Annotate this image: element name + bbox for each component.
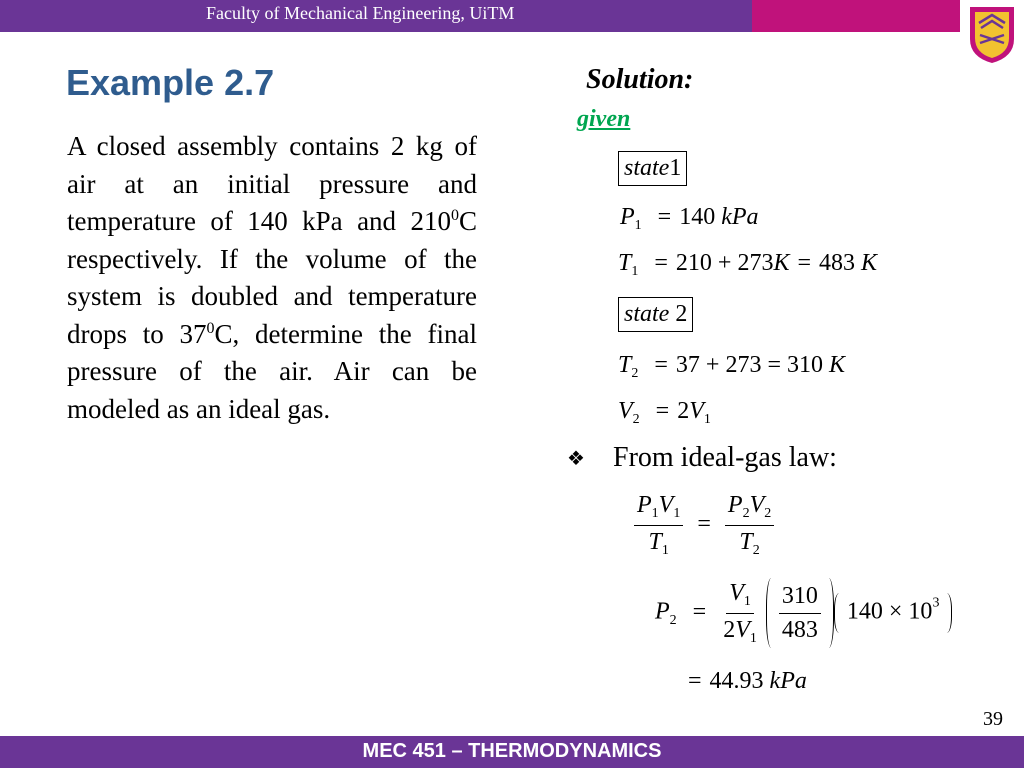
fraction-state1 [634, 492, 683, 559]
unit: kPa [769, 668, 807, 694]
coefficient: 2 [723, 616, 736, 643]
left-paren [766, 578, 779, 648]
diamond-bullet-icon: ❖ [567, 448, 585, 470]
unit: K [773, 250, 790, 276]
numerator: 310 [779, 583, 821, 614]
operator: = [688, 668, 702, 694]
subscript: 1 [749, 630, 757, 646]
var: P [655, 598, 670, 625]
equation-ideal-gas-ratio [634, 492, 774, 559]
problem-statement [67, 128, 477, 428]
right-paren [939, 593, 952, 633]
superscript: 3 [932, 595, 940, 611]
equation-v2 [618, 398, 719, 428]
subscript: 2 [631, 366, 639, 381]
subscript: 1 [634, 218, 642, 233]
operator: = [655, 398, 670, 424]
state2-box [618, 297, 693, 332]
fraction-state2 [725, 492, 774, 559]
left-paren [834, 593, 847, 633]
equation-t1 [618, 250, 877, 280]
state-number: 2 [675, 301, 688, 327]
fraction-volume-ratio [720, 580, 760, 647]
unit: K [861, 250, 878, 276]
given-label: given [577, 106, 631, 132]
subscript: 1 [743, 593, 751, 609]
superscript: 0 [206, 319, 215, 337]
equation-result [688, 668, 807, 695]
var: P [620, 204, 635, 230]
equation-p2 [655, 578, 952, 648]
var: V [658, 492, 674, 518]
faculty-name: Faculty of Mechanical Engineering, UiTM [206, 3, 515, 23]
solution-label: Solution: [586, 64, 694, 95]
operator: = [797, 250, 812, 276]
slide-title: Example 2.7 [66, 62, 275, 103]
state1-box [618, 151, 687, 186]
state-word: state [624, 301, 670, 327]
var: T [739, 529, 753, 555]
var: T [648, 529, 662, 555]
unit: K [828, 352, 845, 378]
equation-p1 [620, 204, 759, 234]
coefficient: 2 [677, 398, 690, 424]
operator: = [692, 598, 707, 625]
header-bar [0, 0, 752, 32]
operator: = [654, 250, 668, 276]
pressure-factor: 140 × 10 [846, 598, 933, 625]
problem-text-2: C respectively. If the volume of the system is doubled and temperature drops to 37 [67, 206, 477, 349]
var: T [618, 352, 632, 378]
var: V [749, 492, 765, 518]
result-value: 44.93 [709, 668, 764, 694]
var: P [637, 492, 652, 518]
subscript: 1 [631, 264, 639, 279]
operator: = [654, 352, 668, 378]
denominator: 483 [781, 616, 818, 643]
subscript: 2 [742, 506, 750, 521]
subscript: 2 [764, 506, 772, 521]
subscript: 1 [673, 506, 681, 521]
value: 140 [679, 204, 716, 230]
subscript: 1 [651, 506, 659, 521]
fraction-temperature-ratio [779, 583, 821, 644]
equation-t2 [618, 352, 845, 382]
var: V [729, 579, 744, 606]
state-number: 1 [669, 155, 682, 181]
page-number: 39 [983, 708, 1003, 730]
right-paren [821, 578, 834, 648]
var: V [618, 398, 633, 424]
course-title: MEC 451 – THERMODYNAMICS [362, 740, 662, 762]
var: V [689, 398, 704, 424]
problem-text-1: A closed assembly contains 2 kg of air at an initial pressure and temperature of 140 kPa and 210 [67, 131, 477, 236]
uitm-crest-icon [966, 3, 1018, 65]
var: P [727, 492, 743, 518]
subscript: 2 [752, 543, 760, 558]
problem-text-3: C, determine the final pressure of the air. Air can be modeled as an ideal gas. [67, 318, 477, 424]
superscript: 0 [450, 207, 459, 224]
header-accent-bar [752, 0, 960, 32]
operator: = [657, 204, 672, 230]
subscript: 1 [703, 412, 711, 427]
operator: = [697, 511, 711, 538]
subscript: 2 [669, 612, 677, 628]
footer-bar [0, 736, 1024, 768]
var: T [618, 250, 632, 276]
ideal-gas-law-heading: From ideal-gas law: [613, 442, 837, 473]
value: 483 [819, 250, 856, 276]
unit: kPa [721, 204, 759, 230]
subscript: 2 [632, 412, 640, 427]
state-word: state [624, 155, 670, 181]
expression: 210 + 273 [675, 250, 774, 276]
var: V [735, 616, 750, 643]
subscript: 1 [661, 543, 669, 558]
expression: 37 + 273 = 310 [675, 352, 823, 378]
